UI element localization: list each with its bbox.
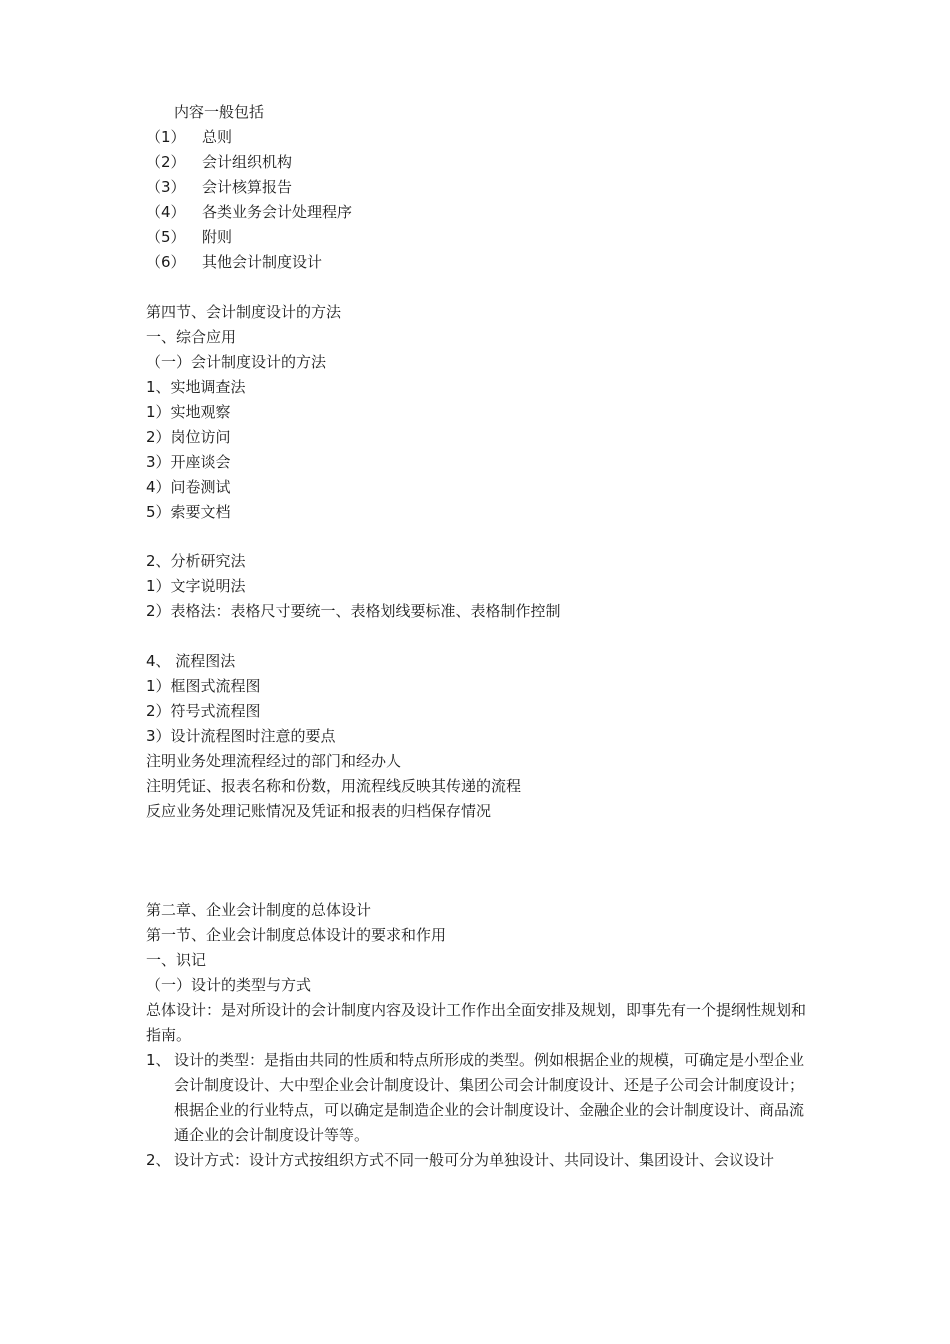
subheading: （一）设计的类型与方式 [146, 976, 312, 994]
method-title: 4、 流程图法 [146, 652, 236, 670]
contents-item: 会计核算报告 [202, 178, 293, 196]
list-number: 1、 [146, 1051, 171, 1069]
list-paragraph: 设计的类型：是指由共同的性质和特点所形成的类型。例如根据企业的规模，可确定是小型企业会计制度设计、大中型企业会计制度设计、集团公司会计制度设计、还是子公司会计制度设计；根据企业的行业特点，可以确定是制造企业的会计制度设计、金融企业的会计制度设计、商品流通企业的会计制度设计等等。 [174, 1051, 805, 1144]
note-line: 反应业务处理记账情况及凭证和报表的归档保存情况 [146, 802, 492, 820]
chapter-title: 第二章、企业会计制度的总体设计 [146, 901, 372, 919]
overall-paragraph: 总体设计：是对所设计的会计制度内容及设计工作作出全面安排及规划，即事先有一个提纲性规划和指南。 [146, 1001, 807, 1044]
list-item: 5）索要文档 [146, 503, 231, 521]
note-line: 注明业务处理流程经过的部门和经办人 [146, 752, 402, 770]
section-heading: 第一节、企业会计制度总体设计的要求和作用 [146, 926, 447, 944]
list-item: 4）问卷测试 [146, 478, 231, 496]
list-item: 1）文字说明法 [146, 577, 246, 595]
list-item: 1）框图式流程图 [146, 677, 261, 695]
contents-item: 其他会计制度设计 [202, 253, 323, 271]
contents-item: 会计组织机构 [202, 153, 293, 171]
subheading: 一、识记 [146, 951, 207, 969]
list-number: 2、 [146, 1151, 171, 1169]
list-paragraph: 设计方式：设计方式按组织方式不同一般可分为单独设计、共同设计、集团设计、会议设计 [174, 1151, 775, 1169]
contents-num: （1） [146, 128, 186, 146]
contents-item: 附则 [202, 228, 233, 246]
list-item: 2）岗位访问 [146, 428, 231, 446]
contents-num: （4） [146, 203, 186, 221]
contents-num: （3） [146, 178, 186, 196]
list-item: 3）设计流程图时注意的要点 [146, 727, 336, 745]
subheading: （一）会计制度设计的方法 [146, 353, 327, 371]
section-heading: 第四节、会计制度设计的方法 [146, 303, 342, 321]
list-item: 3）开座谈会 [146, 453, 231, 471]
contents-num: （6） [146, 253, 186, 271]
contents-item: 各类业务会计处理程序 [202, 203, 353, 221]
list-item: 2）符号式流程图 [146, 702, 261, 720]
method-title: 1、实地调查法 [146, 378, 246, 396]
contents-num: （2） [146, 153, 186, 171]
contents-num: （5） [146, 228, 186, 246]
list-item: 2）表格法：表格尺寸要统一、表格划线要标准、表格制作控制 [146, 602, 561, 620]
subheading: 一、综合应用 [146, 328, 237, 346]
method-title: 2、分析研究法 [146, 552, 246, 570]
note-line: 注明凭证、报表名称和份数，用流程线反映其传递的流程 [146, 777, 522, 795]
contents-item: 总则 [202, 128, 233, 146]
list-item: 1）实地观察 [146, 403, 231, 421]
intro-text: 内容一般包括 [174, 103, 265, 121]
